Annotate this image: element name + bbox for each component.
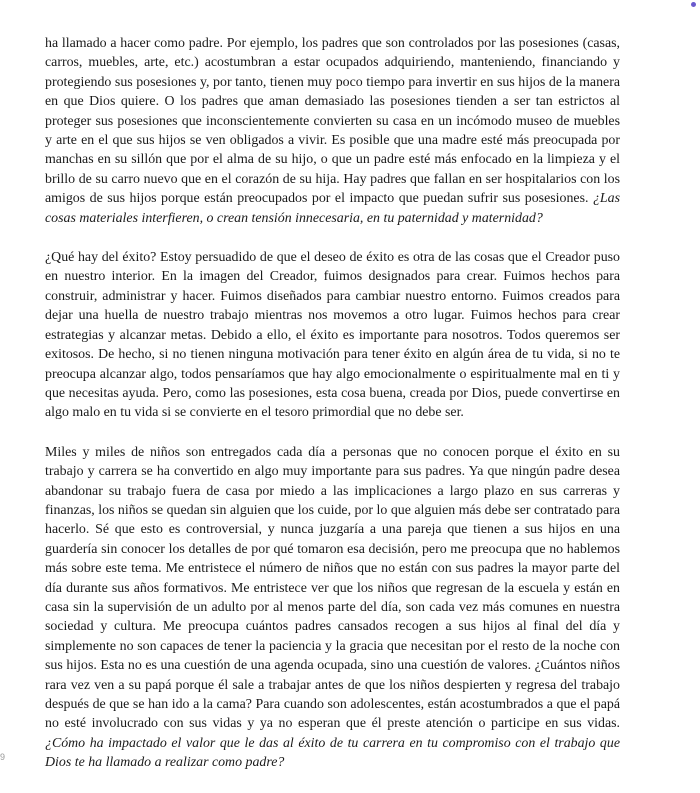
paragraph-posesiones <box>45 34 620 228</box>
paragraph-exito <box>45 248 620 423</box>
paragraph-text: Miles y miles de niños son entregados cada día a personas que no conocen porque el éxito en su trabajo y carrera se ha convertido en algo muy importante para sus padres. Ya que ningún padre desea abandonar su trabajo fuera de casa por miedo a las implicaciones a largo plazo en sus carreras y finanzas, los niños se quedan sin alguien que los cuide, por lo que alguien más debe ser contratado para hacerlo. Sé que esto es controversial, y nunca juzgaría a una pareja que tienen a sus hijos en una guardería sin conocer los detalles de por qué tomaron esa decisión, pero me preocupa que no hablemos más sobre este tema. Me entristece el número de niños que no están con sus padres la mayor parte del día durante sus años formativos. Me entristece ver que los niños que regresan de la escuela y están en casa sin la supervisión de un adulto por al menos parte del día, son cada vez más comunes en nuestra sociedad y cultura. Me preocupa cuántos padres cansados recogen a sus hijos al final del día y simplemente no son capaces de tener la paciencia y la gracia que necesitan por el resto de la noche con sus hijos. Esta no es una cuestión de una agenda ocupada, sino una cuestión de valores. ¿Cuántos niños rara vez ven a su papá porque él sale a trabajar antes de que los niños despierten y regresa del trabajo después de que se han ido a la cama? Para cuando son adolescentes, están acostumbrados a que el papá no esté involucrado con sus vidas y ya no esperan que él preste atención o participe en sus vidas. <box>45 444 620 732</box>
reflection-question: ¿Las cosas materiales interfieren, o crean tensión innecesaria, en tu paternidad y maternidad? <box>45 191 620 226</box>
page-number: 9 <box>0 752 6 762</box>
paragraph-text: ha llamado a hacer como padre. Por ejemplo, los padres que son controlados por las posesiones (casas, carros, muebles, arte, etc.) acostumbran a estar ocupados adquiriendo, manteniendo, financiando y protegiendo sus posesiones y, por tanto, tienen muy poco tiempo para invertir en sus hijos de la manera en que Dios quiere. O los padres que aman demasiado las posesiones tienden a ser tan estrictos al proteger sus posesiones que inconscientemente convierten su casa en un incómodo museo de muebles y arte en el que sus hijos se ven obligados a vivir. Es posible que una madre esté más preocupada por manchas en su sillón que por el alma de su hijo, o que un padre esté más enfocado en la limpieza y el brillo de su carro nuevo que en el corazón de su hija. Hay padres que fallan en ser hospitalarios con los amigos de sus hijos porque están preocupados por el impacto que puedan sufrir sus posesiones. <box>45 36 620 207</box>
reflection-question: ¿Cómo ha impactado el valor que le das al éxito de tu carrera en tu compromiso con el trabajo que Dios te ha llamado a realizar como padre? <box>45 735 620 771</box>
body-text <box>45 34 620 793</box>
corner-marker-dot <box>691 2 696 7</box>
paragraph-text: ¿Qué hay del éxito? Estoy persuadido de que el deseo de éxito es otra de las cosas que el Creador puso en nuestro interior. En la imagen del Creador, fuimos designados para crear. Fuimos hechos para construir, administrar y hacer. Fuimos diseñados para cambiar nuestro entorno. Fuimos creados para dejar una huella de nuestro trabajo mientras nos movemos a otro lugar. Fuimos hechos para crear estrategias y alcanzar metas. Debido a ello, el éxito es importante para nosotros. Todos queremos ser exitosos. De hecho, si no tienen ninguna motivación para tener éxito en algún área de tu vida, si no te preocupa alcanzar algo, todos pensaríamos que hay algo emocionalmente o espiritualmente mal en ti y que necesitas ayuda. Pero, como las posesiones, esta cosa buena, creada por Dios, puede convertirse en algo malo en tu vida si se convierte en el tesoro primordial que no debe ser. <box>45 250 620 421</box>
paragraph-ninos <box>45 443 620 773</box>
